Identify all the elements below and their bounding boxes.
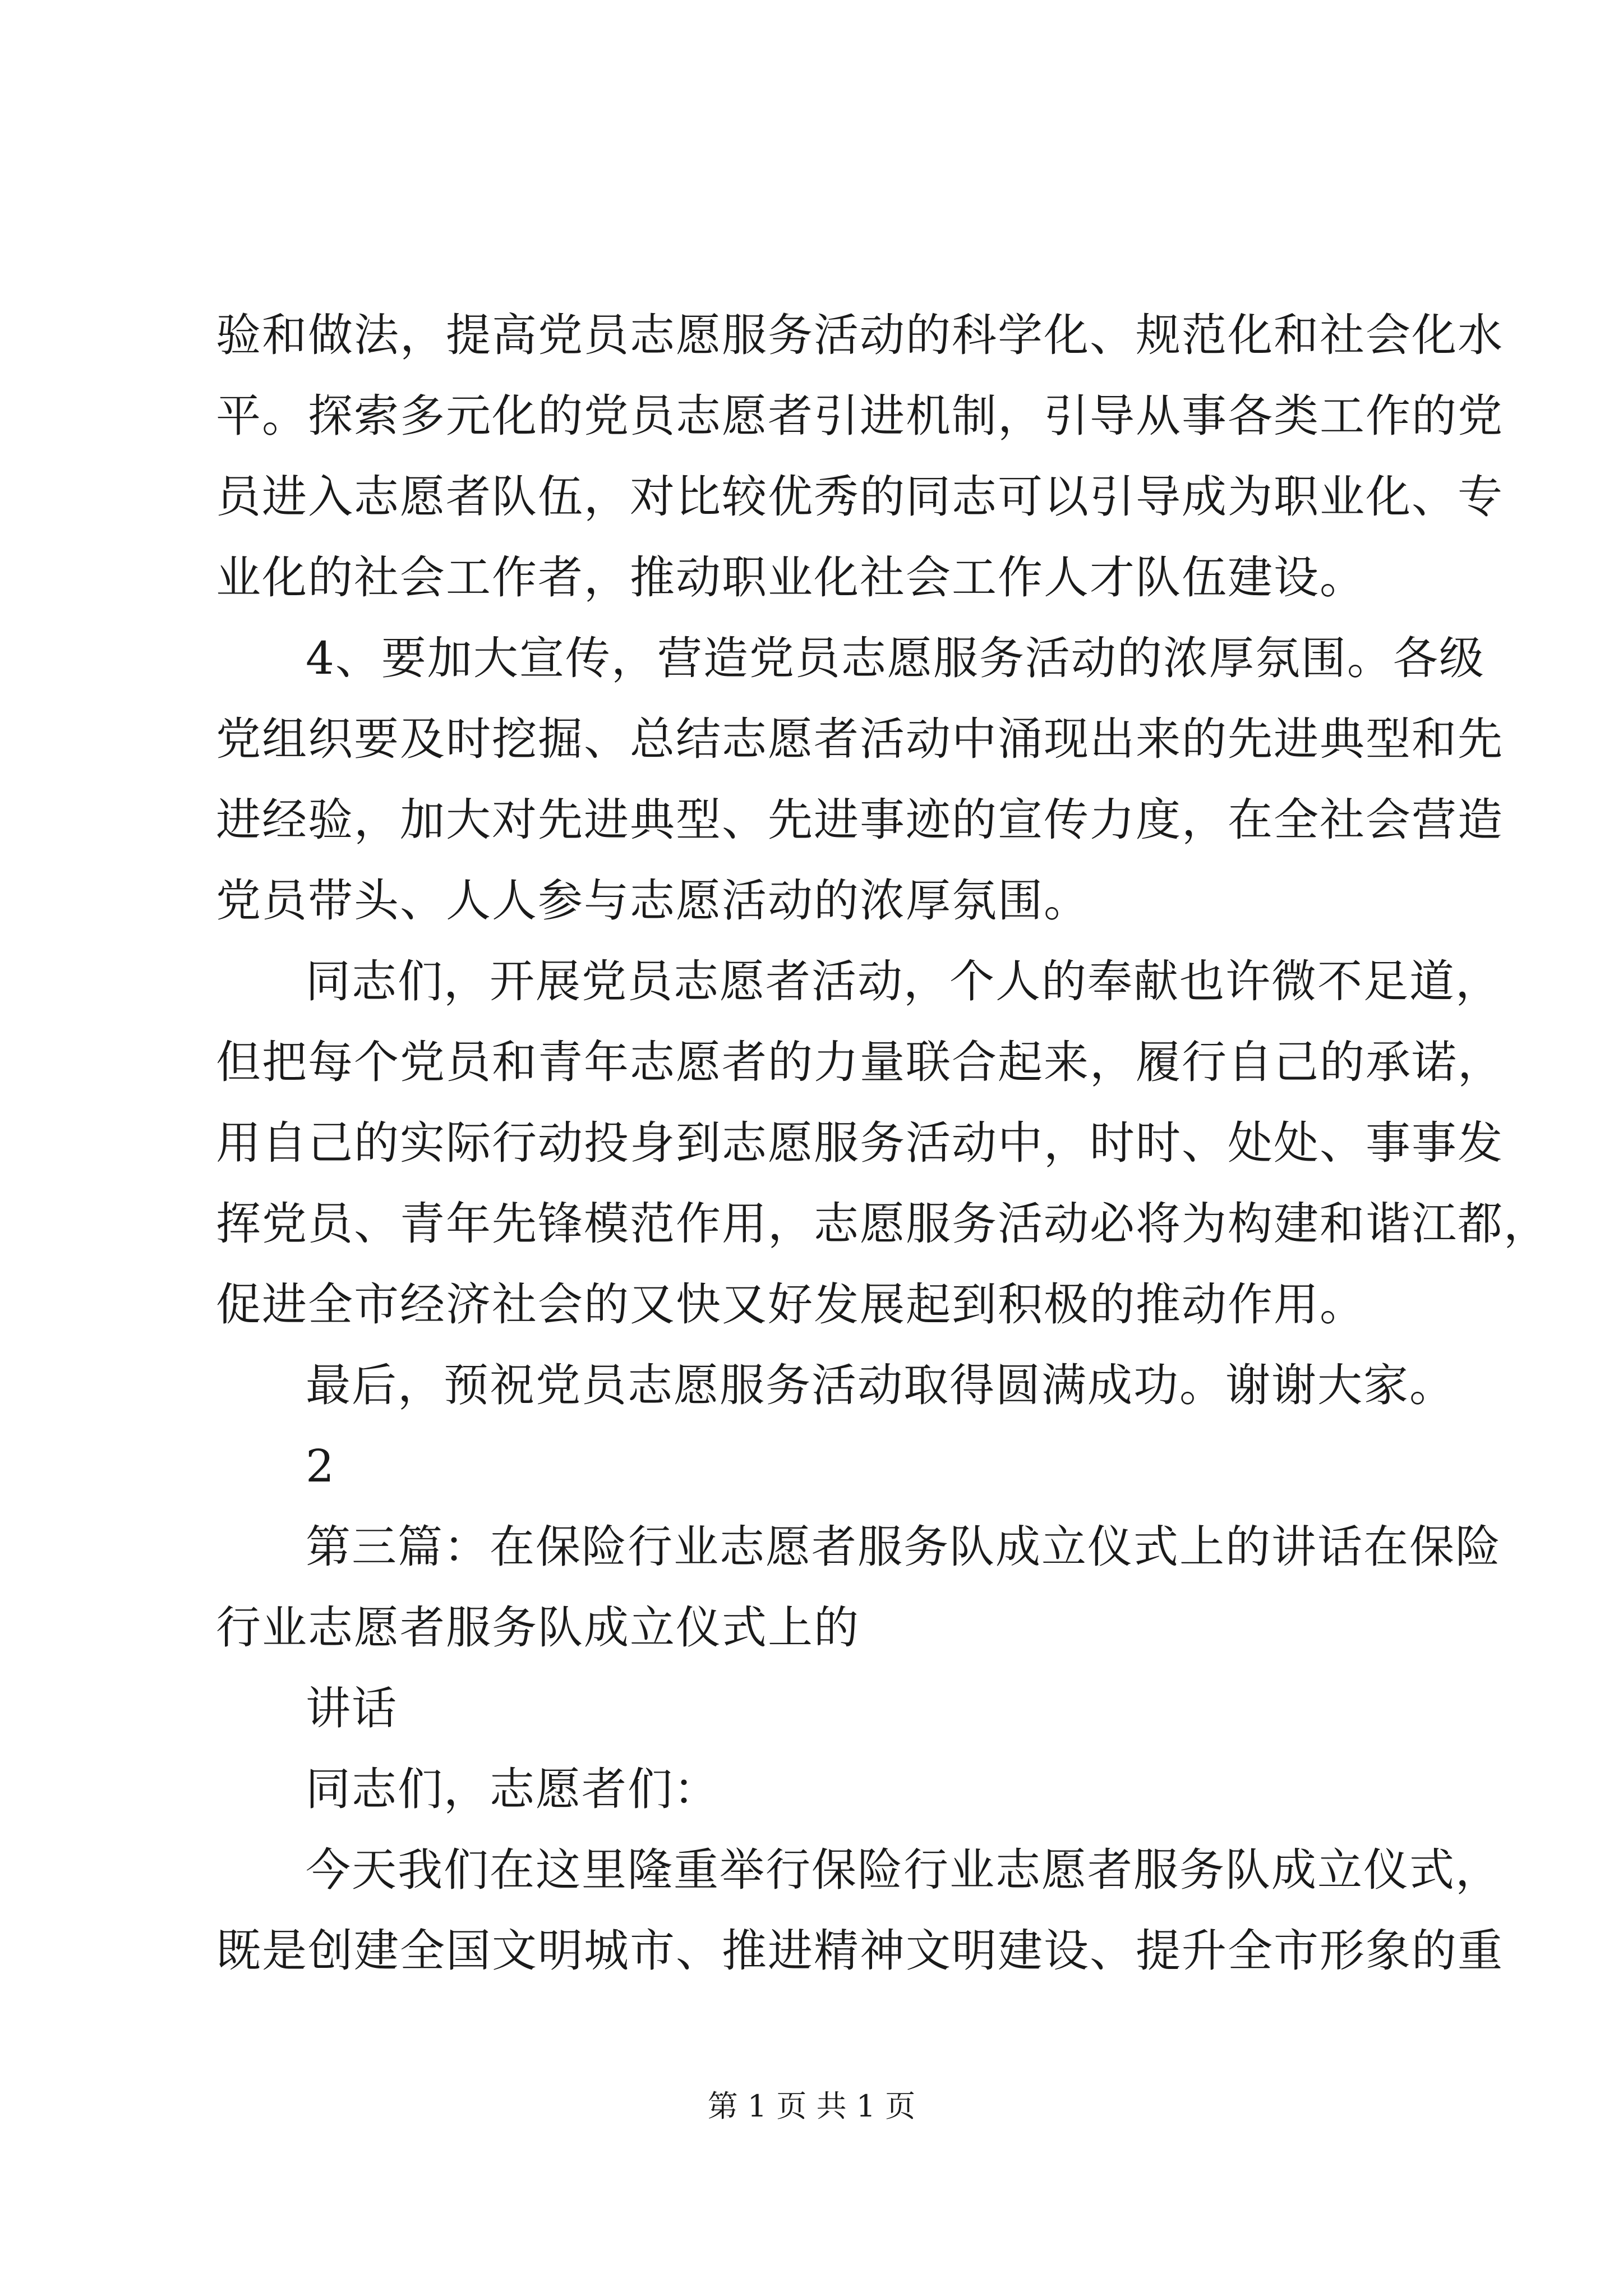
page-footer: 第 1 页 共 1 页 — [707, 2088, 916, 2124]
text-line: 用自己的实际行动投身到志愿服务活动中，时时、处处、事事发 — [216, 1117, 1504, 1169]
section-heading-continued: 讲话 — [306, 1682, 398, 1734]
paragraph-start-line: 4、要加大宣传，营造党员志愿服务活动的浓厚氛围。各级 — [306, 632, 1485, 684]
paragraph-start-line: 同志们，开展党员志愿者活动，个人的奉献也许微不足道， — [306, 955, 1501, 1007]
section-heading-continued: 行业志愿者服务队成立仪式上的 — [216, 1602, 860, 1654]
text-line: 挥党员、青年先锋模范作用，志愿服务活动必将为构建和谐江都， — [216, 1198, 1550, 1250]
text-line: 促进全市经济社会的又快又好发展起到积极的推动作用。 — [216, 1278, 1366, 1331]
text-line: 但把每个党员和青年志愿者的力量联合起来，履行自己的承诺， — [216, 1036, 1504, 1088]
text-line: 党组织要及时挖掘、总结志愿者活动中涌现出来的先进典型和先 — [216, 713, 1504, 765]
text-line: 平。探索多元化的党员志愿者引进机制，引导从事各类工作的党 — [216, 390, 1504, 442]
salutation: 同志们，志愿者们： — [306, 1763, 720, 1815]
text-line: 进经验，加大对先进典型、先进事迹的宣传力度，在全社会营造 — [216, 794, 1504, 846]
text-line: 既是创建全国文明城市、推进精神文明建设、提升全市形象的重 — [216, 1925, 1504, 1977]
section-heading: 第三篇：在保险行业志愿者服务队成立仪式上的讲话在保险 — [306, 1521, 1501, 1573]
paragraph-start-line: 今天我们在这里隆重举行保险行业志愿者服务队成立仪式， — [306, 1844, 1501, 1896]
closing-line: 最后，预祝党员志愿服务活动取得圆满成功。谢谢大家。 — [306, 1359, 1455, 1411]
page-number-text: 2 — [306, 1440, 335, 1492]
text-line: 验和做法，提高党员志愿服务活动的科学化、规范化和社会化水 — [216, 309, 1504, 361]
text-line: 业化的社会工作者，推动职业化社会工作人才队伍建设。 — [216, 551, 1366, 604]
text-line: 员进入志愿者队伍，对比较优秀的同志可以引导成为职业化、专 — [216, 471, 1504, 523]
text-line: 党员带头、人人参与志愿活动的浓厚氛围。 — [216, 875, 1090, 927]
